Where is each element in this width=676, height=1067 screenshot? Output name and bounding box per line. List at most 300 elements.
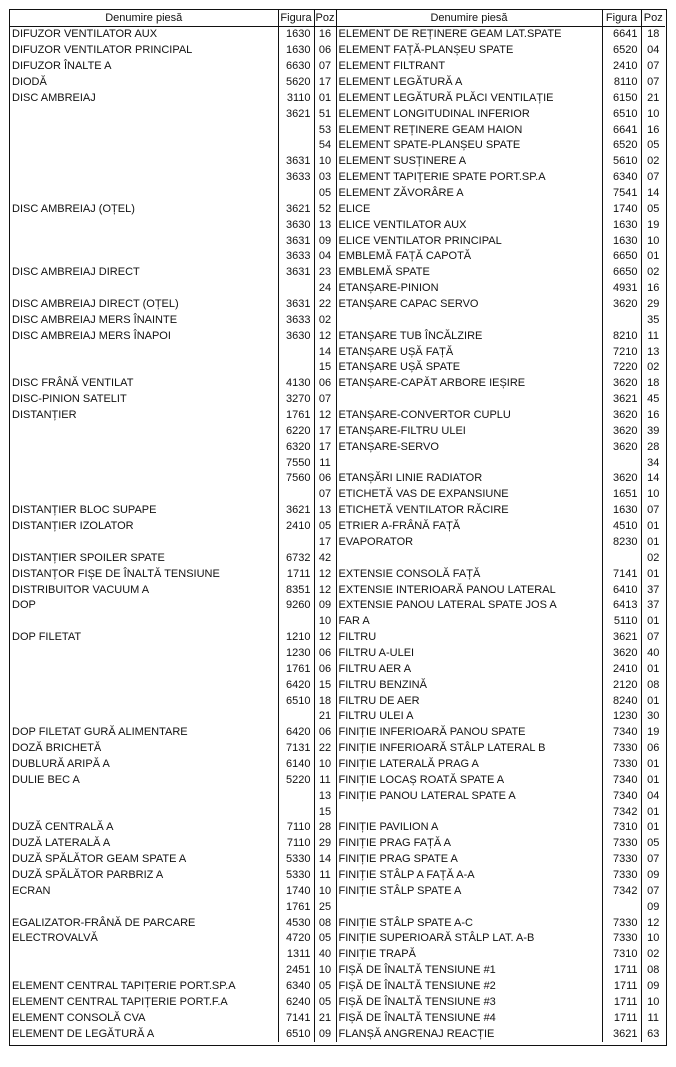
- right-part-name: [336, 312, 602, 328]
- left-position-number: 10: [314, 154, 336, 170]
- right-part-name: ETANȘARE UȘĂ SPATE: [336, 360, 602, 376]
- left-figure-number: 7131: [278, 741, 314, 757]
- right-position-number: 29: [641, 297, 665, 313]
- left-part-name: [10, 693, 278, 709]
- table-row: [10, 328, 665, 344]
- right-part-name: FILTRU DE AER: [336, 693, 602, 709]
- left-part-name: [10, 487, 278, 503]
- left-position-number: 05: [314, 979, 336, 995]
- right-figure-number: 1651: [602, 487, 641, 503]
- right-position-number: 16: [641, 281, 665, 297]
- left-position-number: 12: [314, 566, 336, 582]
- left-position-number: 06: [314, 661, 336, 677]
- left-position-number: 08: [314, 915, 336, 931]
- left-position-number: 53: [314, 122, 336, 138]
- table-row: [10, 249, 665, 265]
- right-position-number: 19: [641, 725, 665, 741]
- left-position-number: 06: [314, 646, 336, 662]
- right-part-name: ELICE: [336, 201, 602, 217]
- right-position-number: 06: [641, 741, 665, 757]
- right-figure-number: 7310: [602, 947, 641, 963]
- left-position-number: 10: [314, 614, 336, 630]
- left-position-number: 05: [314, 186, 336, 202]
- right-position-number: 02: [641, 360, 665, 376]
- right-figure-number: 6510: [602, 106, 641, 122]
- left-position-number: 11: [314, 772, 336, 788]
- right-part-name: FINIȚIE STÂLP SPATE A: [336, 883, 602, 899]
- table-row: [10, 59, 665, 75]
- left-position-number: 10: [314, 883, 336, 899]
- right-position-number: 01: [641, 757, 665, 773]
- table-row: [10, 27, 665, 43]
- right-part-name: FILTRU ULEI A: [336, 709, 602, 725]
- left-part-name: DOP FILETAT GURĂ ALIMENTARE: [12, 726, 188, 739]
- left-position-number: 14: [314, 344, 336, 360]
- right-position-number: 01: [641, 519, 665, 535]
- table-row: [10, 503, 665, 519]
- right-part-name: FILTRU A-ULEI: [336, 646, 602, 662]
- left-position-number: 24: [314, 281, 336, 297]
- right-figure-number: 6520: [602, 43, 641, 59]
- left-figure-number: 7110: [278, 836, 314, 852]
- left-part-name: [10, 963, 278, 979]
- right-position-number: 07: [641, 883, 665, 899]
- table-row: [10, 455, 665, 471]
- table-row: [10, 646, 665, 662]
- left-part-name: [10, 804, 278, 820]
- right-position-number: 02: [641, 154, 665, 170]
- left-position-number: 09: [314, 1026, 336, 1042]
- table-row: [10, 931, 665, 947]
- right-figure-number: 7330: [602, 836, 641, 852]
- left-figure-number: 6340: [278, 979, 314, 995]
- right-position-number: 39: [641, 423, 665, 439]
- left-figure-number: 1630: [278, 43, 314, 59]
- right-figure-number: 4510: [602, 519, 641, 535]
- left-figure-number: 3631: [278, 265, 314, 281]
- right-part-name: FINIȚIE PAVILION A: [336, 820, 602, 836]
- left-position-number: 02: [314, 312, 336, 328]
- right-figure-number: 6641: [602, 27, 641, 43]
- table-row: [10, 423, 665, 439]
- right-position-number: 02: [641, 947, 665, 963]
- left-position-number: 52: [314, 201, 336, 217]
- left-figure-number: 2410: [278, 519, 314, 535]
- right-figure-number: 7220: [602, 360, 641, 376]
- right-figure-number: 1630: [602, 217, 641, 233]
- left-figure-number: 1311: [278, 947, 314, 963]
- parts-index-table: [10, 10, 665, 1042]
- right-figure-number: 7330: [602, 757, 641, 773]
- right-part-name: ELEMENT FAȚĂ-PLANȘEU SPATE: [336, 43, 602, 59]
- right-position-number: 30: [641, 709, 665, 725]
- left-part-name: DISTANȚIER SPOILER SPATE: [12, 551, 165, 564]
- right-part-name: ELICE VENTILATOR AUX: [336, 217, 602, 233]
- left-position-number: 17: [314, 535, 336, 551]
- table-row: [10, 994, 665, 1010]
- left-part-name: [10, 677, 278, 693]
- table-row: [10, 75, 665, 91]
- left-figure-number: [278, 614, 314, 630]
- left-part-name: ELECTROVALVĂ: [12, 932, 98, 945]
- right-position-number: 01: [641, 820, 665, 836]
- left-figure-number: [278, 487, 314, 503]
- right-part-name: ETANȘARE CAPAC SERVO: [336, 297, 602, 313]
- left-figure-number: 3270: [278, 392, 314, 408]
- left-figure-number: [278, 535, 314, 551]
- left-figure-number: [278, 186, 314, 202]
- right-figure-number: 1630: [602, 233, 641, 249]
- right-part-name: [336, 804, 602, 820]
- right-part-name: ETICHETĂ VENTILATOR RĂCIRE: [336, 503, 602, 519]
- left-figure-number: 7141: [278, 1010, 314, 1026]
- left-figure-number: [278, 788, 314, 804]
- left-part-name: DISC FRÂNĂ VENTILAT: [12, 377, 134, 390]
- left-part-name: [10, 233, 278, 249]
- table-row: [10, 899, 665, 915]
- table-row: [10, 741, 665, 757]
- right-position-number: 08: [641, 677, 665, 693]
- left-part-name: [10, 106, 278, 122]
- right-figure-number: [602, 899, 641, 915]
- right-part-name: EVAPORATOR: [336, 535, 602, 551]
- right-position-number: 13: [641, 344, 665, 360]
- right-figure-number: 4931: [602, 281, 641, 297]
- left-part-name: DIODĂ: [12, 76, 47, 88]
- left-part-name: DISC-PINION SATELIT: [12, 393, 127, 406]
- right-part-name: FIȘĂ DE ÎNALTĂ TENSIUNE #2: [336, 979, 602, 995]
- right-figure-number: 3620: [602, 423, 641, 439]
- right-position-number: 07: [641, 852, 665, 868]
- left-position-number: 07: [314, 59, 336, 75]
- right-part-name: ELEMENT ZĂVORÂRE A: [336, 186, 602, 202]
- right-position-number: 08: [641, 963, 665, 979]
- left-part-name: [10, 646, 278, 662]
- right-figure-number: 7340: [602, 788, 641, 804]
- left-position-number: 03: [314, 170, 336, 186]
- right-figure-number: 6410: [602, 582, 641, 598]
- left-position-number: 21: [314, 709, 336, 725]
- left-part-name: [10, 661, 278, 677]
- right-position-number: 45: [641, 392, 665, 408]
- left-figure-number: 6732: [278, 550, 314, 566]
- left-position-number: 05: [314, 994, 336, 1010]
- left-part-name: DISC AMBREIAJ: [12, 91, 96, 104]
- left-part-name: DULIE BEC A: [12, 773, 80, 786]
- table-row: [10, 725, 665, 741]
- left-figure-number: [278, 344, 314, 360]
- right-part-name: ETANȘARE-CONVERTOR CUPLU: [336, 408, 602, 424]
- left-figure-number: 7110: [278, 820, 314, 836]
- left-part-name: [10, 344, 278, 360]
- header-row: [10, 10, 665, 27]
- right-part-name: ETANȘARE-PINION: [336, 281, 602, 297]
- left-part-name: DISC AMBREIAJ DIRECT (OȚEL): [12, 298, 179, 311]
- right-part-name: ETANȘARE-SERVO: [336, 439, 602, 455]
- left-figure-number: [278, 281, 314, 297]
- left-part-name: [10, 423, 278, 439]
- left-figure-number: 6320: [278, 439, 314, 455]
- right-position-number: 01: [641, 566, 665, 582]
- left-figure-number: 6220: [278, 423, 314, 439]
- table-row: [10, 836, 665, 852]
- right-figure-number: 7342: [602, 883, 641, 899]
- right-figure-number: 7340: [602, 772, 641, 788]
- left-position-number: 22: [314, 741, 336, 757]
- right-position-number: 09: [641, 899, 665, 915]
- right-position-number: 07: [641, 170, 665, 186]
- right-figure-number: 1630: [602, 503, 641, 519]
- right-position-number: 18: [641, 27, 665, 43]
- left-figure-number: 3630: [278, 328, 314, 344]
- left-figure-number: 3110: [278, 90, 314, 106]
- right-part-name: FINIȚIE INFERIOARĂ PANOU SPATE: [336, 725, 602, 741]
- table-row: [10, 106, 665, 122]
- table-row: [10, 233, 665, 249]
- left-position-number: 17: [314, 75, 336, 91]
- left-position-number: 12: [314, 582, 336, 598]
- table-row: [10, 630, 665, 646]
- right-position-number: 16: [641, 408, 665, 424]
- right-figure-number: 7210: [602, 344, 641, 360]
- right-part-name: FINIȚIE TRAPĂ: [336, 947, 602, 963]
- left-figure-number: 3633: [278, 312, 314, 328]
- right-position-number: 10: [641, 233, 665, 249]
- left-figure-number: 1761: [278, 408, 314, 424]
- right-part-name: FAR A: [336, 614, 602, 630]
- left-position-number: 15: [314, 804, 336, 820]
- table-row: [10, 979, 665, 995]
- right-part-name: FILTRU BENZINĂ: [336, 677, 602, 693]
- left-part-name: DISTANȚIER: [12, 409, 77, 422]
- right-position-number: 02: [641, 265, 665, 281]
- right-part-name: ETANȘĂRI LINIE RADIATOR: [336, 471, 602, 487]
- table-row: [10, 915, 665, 931]
- right-position-number: 10: [641, 487, 665, 503]
- left-part-name: DISTRIBUITOR VACUUM A: [12, 583, 150, 596]
- right-figure-number: 2120: [602, 677, 641, 693]
- left-figure-number: 4530: [278, 915, 314, 931]
- right-position-number: 14: [641, 471, 665, 487]
- left-name-header: Denumire piesă: [10, 10, 278, 27]
- left-figure-number: 8351: [278, 582, 314, 598]
- table-row: [10, 804, 665, 820]
- left-position-number: 40: [314, 947, 336, 963]
- left-position-number: 07: [314, 487, 336, 503]
- left-part-name: [10, 217, 278, 233]
- right-position-number: 09: [641, 868, 665, 884]
- right-position-number: 05: [641, 201, 665, 217]
- right-part-name: ELICE VENTILATOR PRINCIPAL: [336, 233, 602, 249]
- table-row: [10, 820, 665, 836]
- right-position-number: 05: [641, 836, 665, 852]
- table-row: [10, 344, 665, 360]
- left-part-name: DIFUZOR VENTILATOR PRINCIPAL: [12, 44, 193, 57]
- left-figure-number: 5220: [278, 772, 314, 788]
- left-position-number: 10: [314, 963, 336, 979]
- left-figure-number: [278, 804, 314, 820]
- left-position-number: 23: [314, 265, 336, 281]
- left-position-number: 29: [314, 836, 336, 852]
- left-part-name: [10, 947, 278, 963]
- left-figure-number: 6420: [278, 677, 314, 693]
- left-part-name: [10, 455, 278, 471]
- right-figure-number: 3620: [602, 439, 641, 455]
- table-row: [10, 852, 665, 868]
- right-figure-number: 6650: [602, 249, 641, 265]
- left-figure-number: 1761: [278, 899, 314, 915]
- right-figure-number: 7330: [602, 931, 641, 947]
- right-part-name: EMBLEMĂ FAȚĂ CAPOTĂ: [336, 249, 602, 265]
- right-part-name: FINIȚIE INFERIOARĂ STÂLP LATERAL B: [336, 741, 602, 757]
- left-part-name: DISC AMBREIAJ (OȚEL): [12, 202, 135, 215]
- right-part-name: ELEMENT SUSȚINERE A: [336, 154, 602, 170]
- left-position-number: 42: [314, 550, 336, 566]
- left-figure-header: Figura: [278, 10, 314, 27]
- left-part-name: [10, 709, 278, 725]
- right-figure-number: 7541: [602, 186, 641, 202]
- right-part-name: ETRIER A-FRÂNĂ FAȚĂ: [336, 519, 602, 535]
- right-part-name: [336, 550, 602, 566]
- table-row: [10, 281, 665, 297]
- right-figure-number: 7330: [602, 868, 641, 884]
- right-part-name: ELEMENT REȚINERE GEAM HAION: [336, 122, 602, 138]
- left-position-number: 10: [314, 757, 336, 773]
- left-part-name: DUZĂ SPĂLĂTOR GEAM SPATE A: [12, 853, 187, 866]
- right-part-name: FLANȘĂ ANGRENAJ REACȚIE: [336, 1026, 602, 1042]
- right-position-number: 01: [641, 804, 665, 820]
- left-figure-number: 1740: [278, 883, 314, 899]
- right-figure-number: 3620: [602, 471, 641, 487]
- left-figure-number: 6140: [278, 757, 314, 773]
- left-figure-number: [278, 360, 314, 376]
- right-part-name: ELEMENT TAPIȚERIE SPATE PORT.SP.A: [336, 170, 602, 186]
- table-row: [10, 1010, 665, 1026]
- table-row: [10, 170, 665, 186]
- left-part-name: EGALIZATOR-FRÂNĂ DE PARCARE: [12, 916, 196, 929]
- left-position-number: 11: [314, 868, 336, 884]
- table-row: [10, 138, 665, 154]
- table-row: [10, 677, 665, 693]
- right-part-name: ETANȘARE UȘĂ FAȚĂ: [336, 344, 602, 360]
- left-part-name: [10, 122, 278, 138]
- right-position-number: 07: [641, 59, 665, 75]
- left-part-name: DIFUZOR ÎNALTE A: [12, 60, 112, 73]
- left-position-number: 22: [314, 297, 336, 313]
- left-position-number: 12: [314, 328, 336, 344]
- left-part-name: ECRAN: [12, 884, 51, 897]
- right-figure-number: 2410: [602, 661, 641, 677]
- table-row: [10, 614, 665, 630]
- left-figure-number: 1630: [278, 27, 314, 43]
- table-row: [10, 360, 665, 376]
- right-part-name: FILTRU AER A: [336, 661, 602, 677]
- left-figure-number: 6630: [278, 59, 314, 75]
- left-figure-number: 3633: [278, 249, 314, 265]
- right-position-number: 35: [641, 312, 665, 328]
- right-figure-number: 6641: [602, 122, 641, 138]
- right-part-name: ETICHETĂ VAS DE EXPANSIUNE: [336, 487, 602, 503]
- right-poz-header: Poz: [641, 10, 665, 27]
- table-row: [10, 90, 665, 106]
- left-position-number: 13: [314, 217, 336, 233]
- right-part-name: EMBLEMĂ SPATE: [336, 265, 602, 281]
- left-figure-number: 5330: [278, 852, 314, 868]
- right-position-number: 01: [641, 535, 665, 551]
- table-row: [10, 963, 665, 979]
- left-part-name: DISC AMBREIAJ MERS ÎNAPOI: [12, 329, 171, 342]
- left-figure-number: 1711: [278, 566, 314, 582]
- table-row: [10, 297, 665, 313]
- left-position-number: 17: [314, 439, 336, 455]
- right-figure-number: [602, 455, 641, 471]
- right-position-number: 07: [641, 75, 665, 91]
- right-figure-number: 1711: [602, 994, 641, 1010]
- left-part-name: [10, 535, 278, 551]
- left-figure-number: 3630: [278, 217, 314, 233]
- right-figure-number: 7141: [602, 566, 641, 582]
- table-row: [10, 186, 665, 202]
- right-figure-number: 1740: [602, 201, 641, 217]
- left-part-name: [10, 360, 278, 376]
- right-part-name: FINIȚIE PANOU LATERAL SPATE A: [336, 788, 602, 804]
- left-part-name: [10, 170, 278, 186]
- right-part-name: ETANȘARE-FILTRU ULEI: [336, 423, 602, 439]
- left-position-number: 12: [314, 630, 336, 646]
- right-figure-number: 3620: [602, 646, 641, 662]
- right-part-name: ELEMENT LEGĂTURĂ A: [336, 75, 602, 91]
- left-figure-number: 1761: [278, 661, 314, 677]
- right-position-number: 04: [641, 43, 665, 59]
- right-position-number: 02: [641, 550, 665, 566]
- right-figure-number: 6340: [602, 170, 641, 186]
- right-figure-number: 3620: [602, 408, 641, 424]
- right-position-number: 14: [641, 186, 665, 202]
- table-row: [10, 535, 665, 551]
- left-figure-number: 6420: [278, 725, 314, 741]
- right-figure-number: 7330: [602, 852, 641, 868]
- right-figure-number: 3621: [602, 630, 641, 646]
- right-position-number: 21: [641, 90, 665, 106]
- right-part-name: FINIȚIE STÂLP A FAȚĂ A-A: [336, 868, 602, 884]
- table-row: [10, 772, 665, 788]
- table-row: [10, 43, 665, 59]
- right-position-number: 11: [641, 1010, 665, 1026]
- left-position-number: 06: [314, 725, 336, 741]
- left-figure-number: 6510: [278, 693, 314, 709]
- right-position-number: 10: [641, 106, 665, 122]
- left-part-name: DUZĂ CENTRALĂ A: [12, 821, 114, 834]
- left-part-name: [10, 788, 278, 804]
- left-part-name: DOP: [12, 599, 36, 612]
- right-position-number: 01: [641, 772, 665, 788]
- right-position-number: 12: [641, 915, 665, 931]
- left-position-number: 07: [314, 392, 336, 408]
- right-figure-number: 6413: [602, 598, 641, 614]
- table-row: [10, 788, 665, 804]
- right-part-name: ELEMENT DE REȚINERE GEAM LAT.SPATE: [336, 27, 602, 43]
- right-part-name: ELEMENT FILTRANT: [336, 59, 602, 75]
- left-position-number: 06: [314, 43, 336, 59]
- left-part-name: [10, 614, 278, 630]
- right-figure-number: 3620: [602, 297, 641, 313]
- left-position-number: 17: [314, 423, 336, 439]
- left-position-number: 16: [314, 27, 336, 43]
- right-position-number: 01: [641, 661, 665, 677]
- left-part-name: DISC AMBREIAJ DIRECT: [12, 266, 140, 279]
- right-part-name: FIȘĂ DE ÎNALTĂ TENSIUNE #4: [336, 1010, 602, 1026]
- right-position-number: 37: [641, 582, 665, 598]
